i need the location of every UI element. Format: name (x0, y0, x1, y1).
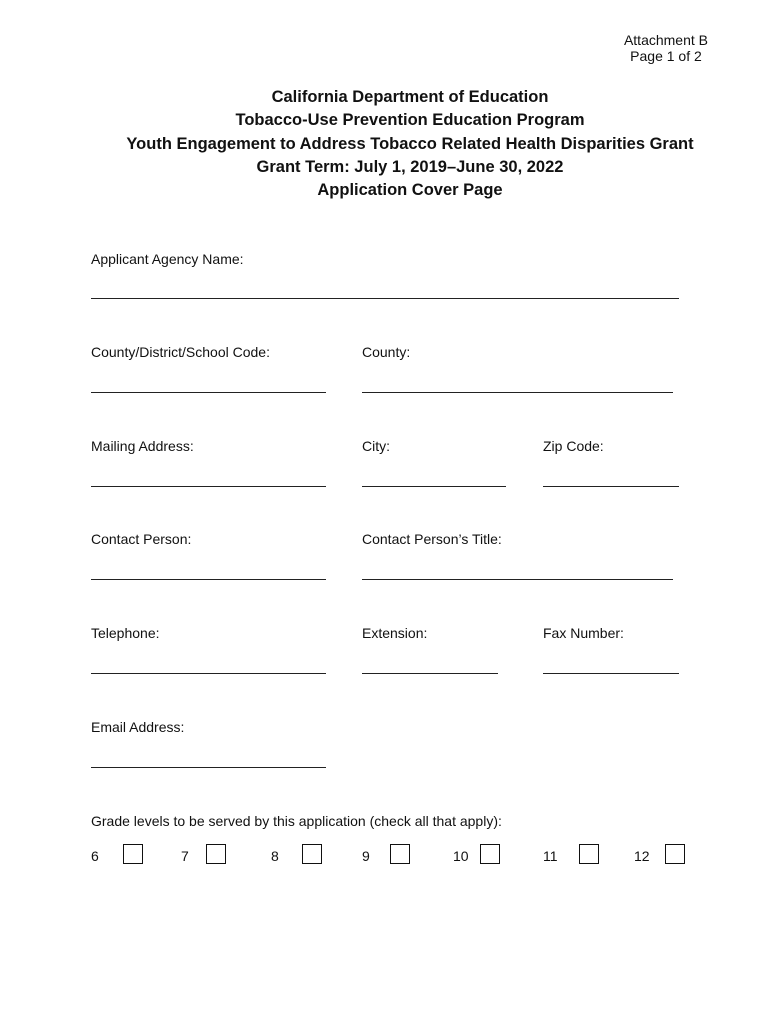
grade-8-checkbox[interactable] (302, 844, 322, 864)
city-label: City: (362, 438, 390, 454)
attachment-label: Attachment B (623, 32, 708, 48)
cds-code-field[interactable] (91, 392, 326, 393)
page-number: Page 1 of 2 (630, 48, 702, 64)
fax-number-label: Fax Number: (543, 625, 624, 641)
fax-number-field[interactable] (543, 673, 679, 674)
grade-7-label: 7 (181, 848, 189, 864)
document-title (0, 86, 770, 202)
grade-9-label: 9 (362, 848, 370, 864)
agency-name-label: Applicant Agency Name: (91, 251, 244, 267)
grade-levels-prompt: Grade levels to be served by this application (check all that apply): (91, 813, 502, 829)
telephone-field[interactable] (91, 673, 326, 674)
contact-title-field[interactable] (362, 579, 673, 580)
extension-field[interactable] (362, 673, 498, 674)
title-grant-term: Grant Term: July 1, 2019–June 30, 2022 (256, 157, 564, 176)
email-address-label: Email Address: (91, 719, 185, 735)
title-cover-page: Application Cover Page (317, 181, 503, 200)
grade-6-label: 6 (91, 848, 99, 864)
title-department: California Department of Education (271, 88, 549, 106)
grade-10-checkbox[interactable] (480, 844, 500, 864)
title-program: Tobacco-Use Prevention Education Program (235, 111, 585, 130)
grade-8-label: 8 (271, 848, 279, 864)
grade-12-label: 12 (634, 848, 650, 864)
attachment-header (624, 32, 708, 64)
mailing-address-label: Mailing Address: (91, 438, 194, 454)
zip-code-label: Zip Code: (543, 438, 604, 454)
contact-title-label: Contact Person’s Title: (362, 531, 502, 547)
title-grant-name: Youth Engagement to Address Tobacco Related Health Disparities Grant (126, 134, 694, 153)
zip-code-field[interactable] (543, 486, 679, 487)
telephone-label: Telephone: (91, 625, 160, 641)
email-address-field[interactable] (91, 767, 326, 768)
county-field[interactable] (362, 392, 673, 393)
grade-9-checkbox[interactable] (390, 844, 410, 864)
grade-6-checkbox[interactable] (123, 844, 143, 864)
contact-person-label: Contact Person: (91, 531, 192, 547)
county-label: County: (362, 344, 411, 360)
agency-name-field[interactable] (91, 298, 679, 299)
contact-person-field[interactable] (91, 579, 326, 580)
city-field[interactable] (362, 486, 506, 487)
extension-label: Extension: (362, 625, 428, 641)
grade-11-checkbox[interactable] (579, 844, 599, 864)
mailing-address-field[interactable] (91, 486, 326, 487)
cds-code-label: County/District/School Code: (91, 344, 270, 360)
grade-11-label: 11 (543, 848, 558, 864)
grade-7-checkbox[interactable] (206, 844, 226, 864)
grade-10-label: 10 (453, 848, 469, 864)
grade-12-checkbox[interactable] (665, 844, 685, 864)
